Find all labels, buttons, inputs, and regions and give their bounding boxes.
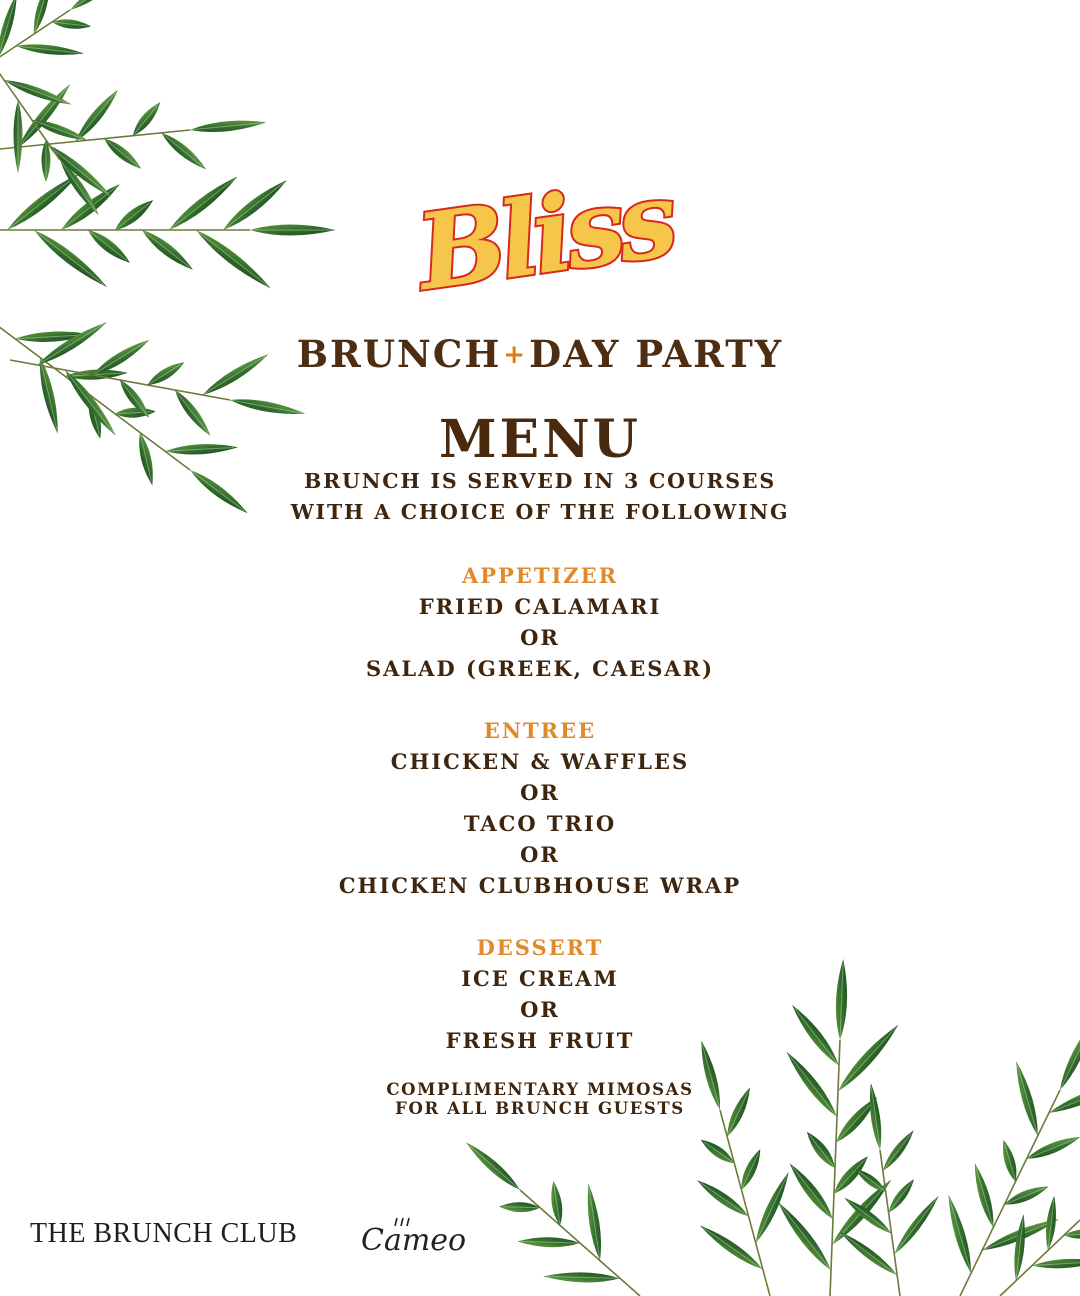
- olive-leaf: [1025, 1132, 1080, 1163]
- olive-leaf: [1032, 1257, 1080, 1270]
- olive-leaf: [885, 1176, 918, 1215]
- olive-leaf-vein: [134, 105, 158, 134]
- menu-item: SALAD (GREEK, CAESAR): [365, 656, 715, 681]
- olive-leaf-vein: [704, 1142, 733, 1162]
- olive-leaf-vein: [547, 1276, 618, 1278]
- olive-leaf: [44, 140, 115, 200]
- brunch-club-brand: THE BRUNCH CLUB: [30, 1218, 298, 1249]
- olive-leaf-vein: [858, 1171, 884, 1191]
- olive-leaf-vein: [1048, 1200, 1054, 1249]
- olive-leaf-vein: [35, 0, 49, 32]
- olive-leaf: [250, 225, 336, 236]
- olive-leaf: [52, 18, 92, 31]
- olive-stem: [0, 10, 70, 70]
- olive-leaf-vein: [225, 183, 284, 229]
- olive-leaf-vein: [554, 1185, 560, 1223]
- olive-leaf: [2, 76, 73, 109]
- olive-leaf-vein: [809, 1135, 833, 1167]
- menu-intro: [0, 466, 1080, 528]
- olive-leaf-vein: [20, 87, 68, 146]
- olive-leaf: [980, 1214, 1061, 1255]
- olive-leaf: [694, 1176, 751, 1220]
- olive-leaf-vein: [1034, 1262, 1080, 1266]
- olive-leaf-vein: [61, 162, 96, 212]
- olive-leaf: [830, 1153, 872, 1198]
- olive-leaf-vein: [976, 1167, 993, 1225]
- olive-leaf: [463, 1139, 524, 1194]
- olive-leaf: [166, 172, 241, 234]
- olive-stem: [0, 60, 60, 160]
- olive-stem: [1000, 1220, 1080, 1296]
- olive-leaf: [129, 99, 164, 139]
- olive-leaf: [139, 226, 197, 274]
- olive-leaf: [220, 176, 291, 235]
- olive-leaf: [803, 1128, 840, 1171]
- olive-leaf: [4, 169, 83, 234]
- olive-leaf: [0, 0, 21, 59]
- olive-stem: [830, 1040, 840, 1296]
- olive-leaf-vein: [1005, 1144, 1015, 1180]
- menu-item-or: OR: [520, 780, 560, 805]
- olive-leaf-vein: [792, 1166, 832, 1217]
- olive-leaf-vein: [895, 1199, 936, 1253]
- olive-leaf: [101, 135, 144, 173]
- olive-leaf-vein: [18, 46, 80, 53]
- olive-leaf: [828, 1176, 895, 1249]
- olive-leaf: [944, 1193, 976, 1274]
- olive-leaf: [72, 87, 122, 145]
- olive-leaf: [891, 1193, 942, 1257]
- menu-item: ICE CREAM: [461, 966, 619, 991]
- olive-leaf: [548, 1180, 565, 1226]
- olive-leaf: [1064, 1228, 1080, 1239]
- olive-leaf-vein: [36, 231, 104, 284]
- olive-stem: [960, 1090, 1060, 1296]
- olive-leaf-vein: [781, 1205, 830, 1269]
- mimosa-note: [0, 1080, 1080, 1118]
- olive-leaf-vein: [171, 179, 235, 229]
- olive-leaf: [517, 1236, 580, 1248]
- logo-text: Bliss: [410, 156, 679, 315]
- olive-leaf: [751, 1170, 793, 1245]
- olive-leaf-vein: [6, 81, 68, 104]
- menu-item-or: OR: [520, 997, 560, 1022]
- olive-leaf-vein: [0, 0, 16, 56]
- section-heading: DESSERT: [476, 935, 604, 960]
- menu-item-or: OR: [520, 625, 560, 650]
- olive-leaf-vein: [843, 1234, 896, 1274]
- olive-leaf: [499, 1202, 540, 1213]
- olive-leaf-vein: [72, 0, 119, 9]
- section-heading: APPETIZER: [461, 563, 619, 588]
- olive-leaf: [41, 140, 50, 182]
- olive-leaf: [16, 42, 85, 58]
- event-subtitle: [0, 332, 1080, 376]
- olive-leaf-vein: [742, 1153, 758, 1188]
- olive-leaf-vein: [163, 134, 203, 167]
- olive-leaf-vein: [77, 93, 115, 140]
- olive-leaf-vein: [890, 1182, 912, 1211]
- plus-icon: +: [503, 340, 528, 370]
- olive-leaf-vein: [34, 121, 84, 139]
- olive-leaf-vein: [144, 231, 190, 267]
- footnote-line-1: COMPLIMENTARY MIMOSAS: [386, 1080, 694, 1099]
- entree-section: [0, 715, 1080, 901]
- olive-leaf-vein: [984, 1220, 1055, 1249]
- olive-leaf-vein: [503, 1207, 538, 1208]
- appetizer-section: [0, 560, 1080, 684]
- olive-stem: [520, 1190, 640, 1296]
- olive-leaf: [583, 1183, 605, 1262]
- olive-leaf: [785, 1160, 837, 1223]
- olive-leaf-vein: [54, 22, 87, 26]
- olive-leaf: [879, 1128, 917, 1174]
- olive-leaf-vein: [1016, 1218, 1023, 1279]
- olive-leaf: [30, 0, 54, 35]
- olive-leaf: [31, 226, 111, 292]
- olive-leaf-vein: [1006, 1188, 1045, 1204]
- olive-leaf-vein: [833, 1183, 888, 1244]
- menu-item: TACO TRIO: [463, 811, 617, 836]
- menu-title: MENU: [438, 409, 642, 470]
- olive-leaf: [837, 1228, 900, 1279]
- dessert-section: [0, 932, 1080, 1056]
- olive-leaf: [543, 1271, 620, 1283]
- olive-stem: [0, 130, 190, 150]
- olive-leaf-vein: [703, 1228, 761, 1269]
- olive-leaf: [999, 1138, 1021, 1182]
- olive-leaf: [842, 1194, 894, 1237]
- olive-leaf: [774, 1199, 836, 1274]
- olive-leaf-vein: [49, 146, 109, 195]
- menu-item: CHICKEN CLUBHOUSE WRAP: [338, 873, 742, 898]
- olive-leaf-vein: [63, 187, 117, 229]
- subtitle-left: BRUNCH: [296, 332, 502, 376]
- olive-leaf-vein: [9, 176, 76, 228]
- olive-leaf: [56, 157, 102, 217]
- olive-leaf-vein: [848, 1200, 890, 1232]
- signature-text: Cameo: [361, 1223, 467, 1258]
- olive-leaf-vein: [757, 1176, 787, 1241]
- section-heading: ENTREE: [483, 718, 597, 743]
- olive-leaf: [30, 116, 88, 145]
- olive-leaf: [853, 1165, 889, 1195]
- olive-leaf: [1012, 1213, 1029, 1281]
- bliss-logo: [405, 150, 685, 320]
- olive-leaf: [1044, 1195, 1059, 1251]
- olive-leaf-vein: [521, 1242, 578, 1243]
- olive-leaf-vein: [1029, 1138, 1077, 1157]
- olive-leaf: [193, 226, 274, 293]
- olive-leaf-vein: [884, 1133, 911, 1169]
- subtitle-right: DAY PARTY: [529, 332, 784, 376]
- olive-leaf: [158, 129, 209, 173]
- menu-item: CHICKEN & WAFFLES: [390, 749, 690, 774]
- olive-leaf: [1003, 1182, 1051, 1209]
- olive-leaf: [697, 1221, 766, 1273]
- olive-leaf-vein: [198, 231, 268, 286]
- olive-leaf-vein: [589, 1187, 600, 1258]
- olive-leaf: [68, 0, 125, 14]
- olive-leaf-vein: [106, 140, 138, 166]
- footnote-line-2: FOR ALL BRUNCH GUESTS: [395, 1099, 685, 1118]
- olive-leaf-vein: [950, 1199, 971, 1272]
- menu-item: FRIED CALAMARI: [418, 594, 662, 619]
- olive-leaf: [58, 180, 124, 235]
- olive-leaf: [737, 1147, 765, 1192]
- cameo-signature-logo: [355, 1212, 475, 1262]
- olive-leaf-vein: [700, 1183, 747, 1216]
- intro-line-2: WITH A CHOICE OF THE FOLLOWING: [290, 500, 790, 524]
- menu-item-or: OR: [520, 842, 560, 867]
- menu-item: FRESH FRUIT: [445, 1028, 635, 1053]
- olive-leaf-vein: [469, 1145, 518, 1189]
- olive-stem: [880, 1150, 900, 1296]
- olive-leaf-vein: [1066, 1233, 1080, 1235]
- olive-leaf: [698, 1136, 737, 1168]
- olive-leaf: [112, 196, 157, 235]
- olive-leaf-vein: [117, 203, 150, 229]
- olive-leaf: [13, 100, 22, 173]
- olive-leaf-vein: [192, 123, 262, 130]
- olive-stem: [720, 1110, 770, 1296]
- olive-leaf: [15, 81, 74, 151]
- intro-line-1: BRUNCH IS SERVED IN 3 COURSES: [304, 469, 776, 493]
- olive-leaf-vein: [90, 231, 127, 260]
- olive-leaf: [85, 226, 134, 267]
- olive-leaf-vein: [835, 1159, 865, 1192]
- olive-leaf: [190, 117, 267, 135]
- olive-leaf: [970, 1162, 998, 1229]
